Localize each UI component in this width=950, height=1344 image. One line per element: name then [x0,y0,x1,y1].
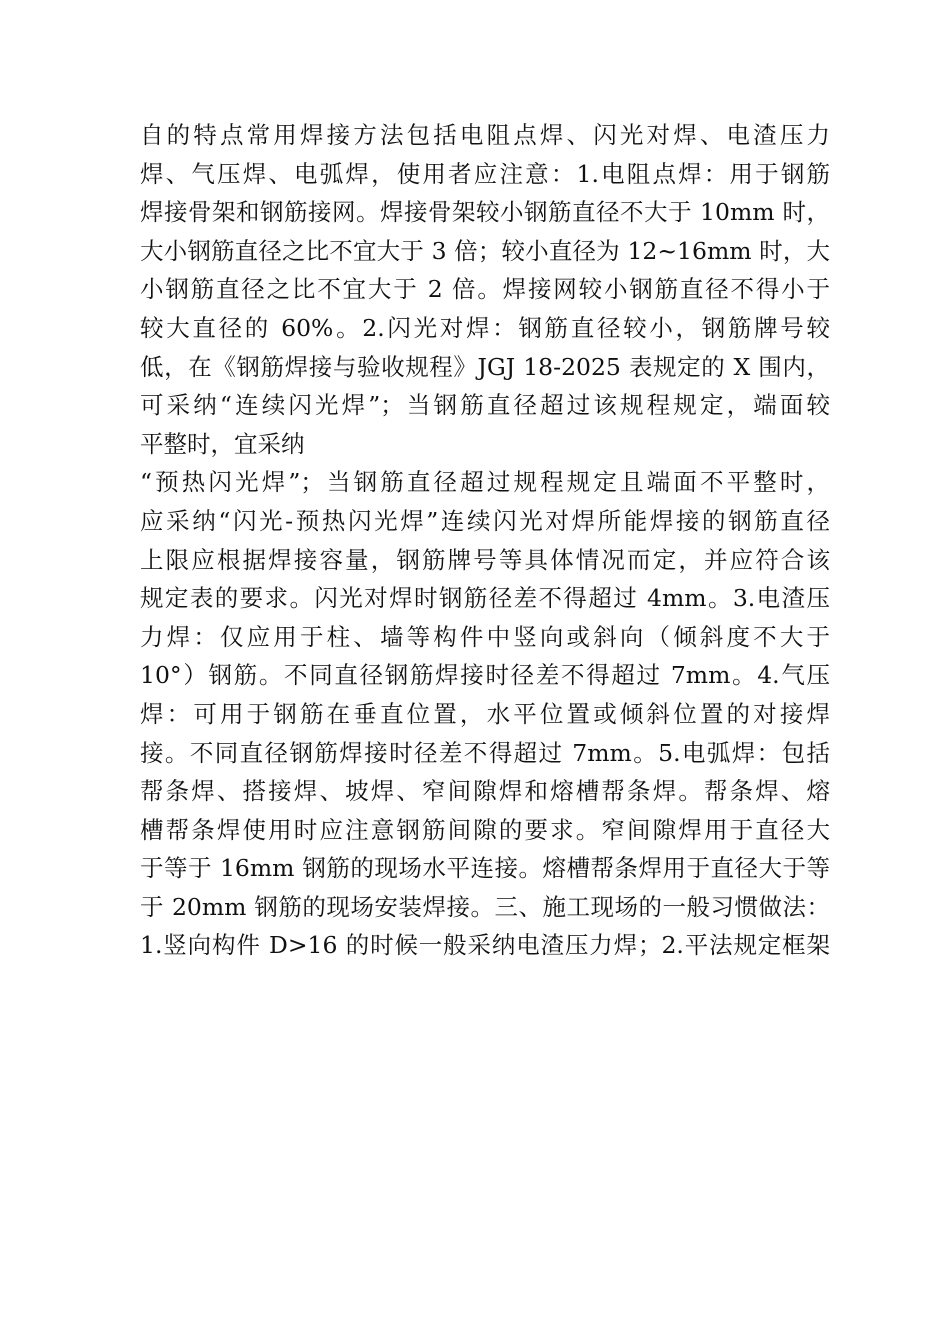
text-line: 接。不同直径钢筋焊接时径差不得超过 7mm。5.电弧焊：包括 [140,738,830,767]
text-line: 槽帮条焊使用时应注意钢筋间隙的要求。窄间隙焊用于直径大 [140,815,830,844]
text-line: 力焊：仅应用于柱、墙等构件中竖向或斜向（倾斜度不大于 [140,622,830,651]
text-line: 自的特点常用焊接方法包括电阻点焊、闪光对焊、电渣压力 [140,121,830,149]
text-line: 于 20mm 钢筋的现场安装焊接。三、施工现场的一般习惯做法： [140,892,830,921]
text-line: 焊：可用于钢筋在垂直位置，水平位置或倾斜位置的对接焊 [140,699,830,728]
text-line: 1.竖向构件 D>16 的时候一般采纳电渣压力焊；2.平法规定框架 [140,931,830,960]
text-line: 焊接骨架和钢筋接网。焊接骨架较小钢筋直径不大于 10mm 时， [140,198,830,227]
text-line: “预热闪光焊”；当钢筋直径超过规程规定且端面不平整时， [140,468,830,497]
text-line: 低，在《钢筋焊接与验收规程》JGJ 18-2025 表规定的 X 围内， [140,352,830,381]
text-line: 较大直径的 60%。2.闪光对焊：钢筋直径较小，钢筋牌号较 [140,313,830,342]
text-line: 应采纳“闪光-预热闪光焊”连续闪光对焊所能焊接的钢筋直径 [140,506,830,535]
text-line: 大小钢筋直径之比不宜大于 3 倍；较小直径为 12~16mm 时，大 [140,236,830,265]
text-line: 可采纳“连续闪光焊”；当钢筋直径超过该规程规定，端面较 [140,391,830,420]
text-line: 于等于 16mm 钢筋的现场水平连接。熔槽帮条焊用于直径大于等 [140,854,830,883]
text-line: 规定表的要求。闪光对焊时钢筋径差不得超过 4mm。3.电渣压 [140,584,830,613]
text-line: 10°）钢筋。不同直径钢筋焊接时径差不得超过 7mm。4.气压 [140,661,830,690]
text-line: 小钢筋直径之比不宜大于 2 倍。焊接网较小钢筋直径不得小于 [140,275,830,304]
text-line: 帮条焊、搭接焊、坡焊、窄间隙焊和熔槽帮条焊。帮条焊、熔 [140,777,830,806]
text-line: 上限应根据焊接容量，钢筋牌号等具体情况而定，并应符合该 [140,545,830,574]
text-line: 焊、气压焊、电弧焊，使用者应注意：1.电阻点焊：用于钢筋 [140,159,830,188]
text-line: 平整时，宜采纳 [140,429,305,458]
body-text [140,116,830,965]
